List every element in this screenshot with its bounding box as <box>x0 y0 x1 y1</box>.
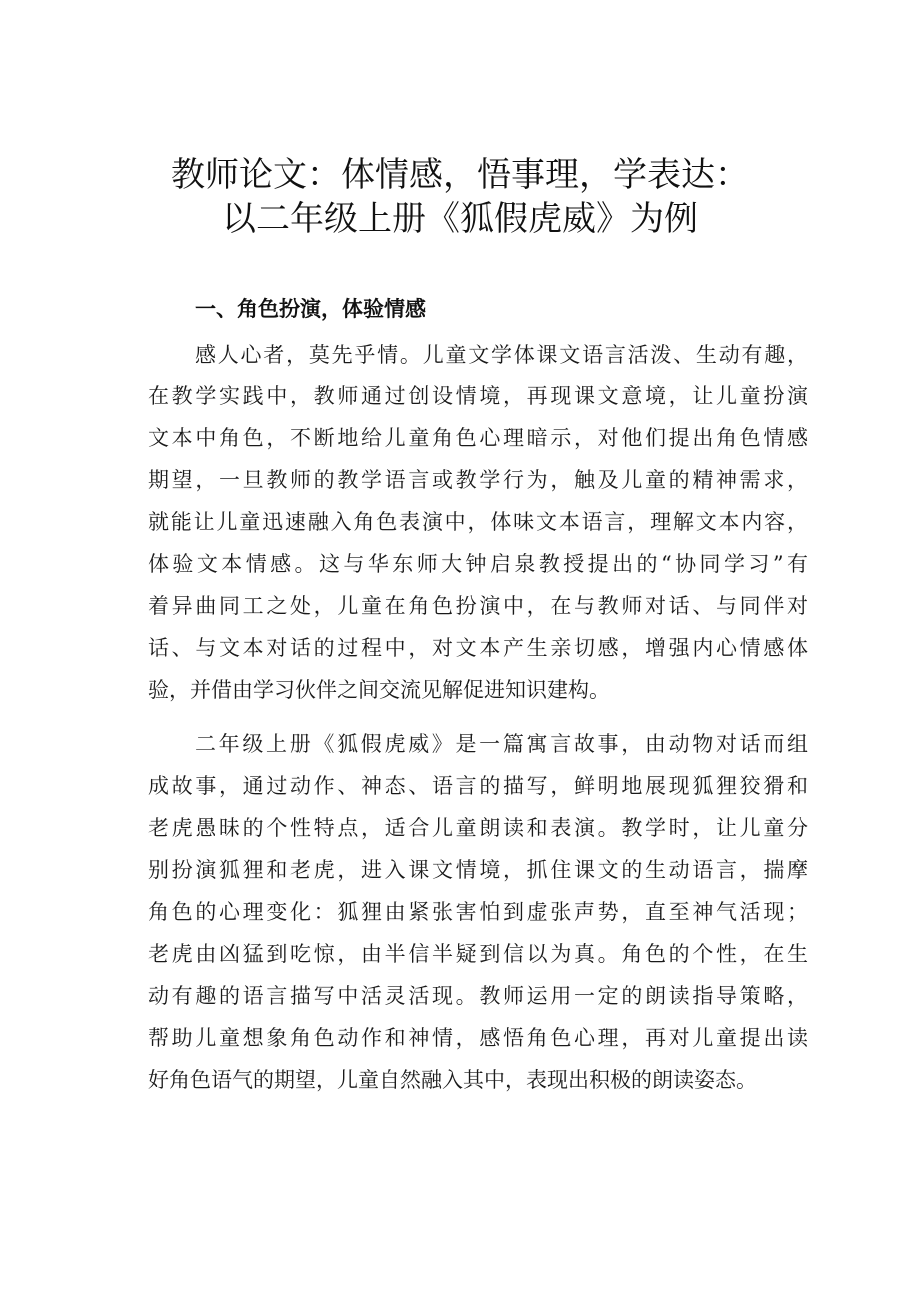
paragraph-1-line: 在教学实践中，教师通过创设情境，再现课文意境，让儿童扮演 <box>148 384 808 408</box>
paragraph-1-line: 期望，一旦教师的教学语言或教学行为，触及儿童的精神需求， <box>148 468 808 492</box>
paragraph-2-line: 二年级上册《狐假虎威》是一篇寓言故事，由动物对话而组 <box>195 732 808 756</box>
paragraph-1-line: 验，并借由学习伙伴之间交流见解促进知识建构。 <box>148 678 610 702</box>
paragraph-1-line: 感人心者，莫先乎情。儿童文学体课文语言活泼、生动有趣， <box>195 343 808 367</box>
paragraph-1-line: 话、与文本对话的过程中，对文本产生亲切感，增强内心情感体 <box>148 636 808 660</box>
paragraph-1-line: 文本中角色，不断地给儿童角色心理暗示，对他们提出角色情感 <box>148 426 808 450</box>
title-line-1: 教师论文：体情感，悟事理，学表达： <box>171 155 749 195</box>
title-line-2: 以二年级上册《狐假虎威》为例 <box>222 199 698 239</box>
paragraph-2-line: 角色的心理变化：狐狸由紧张害怕到虚张声势，直至神气活现； <box>148 900 808 924</box>
paragraph-2-line: 动有趣的语言描写中活灵活现。教师运用一定的朗读指导策略， <box>148 984 808 1008</box>
paragraph-1-line: 着异曲同工之处，儿童在角色扮演中，在与教师对话、与同伴对 <box>148 594 808 618</box>
paragraph-2-line: 成故事，通过动作、神态、语言的描写，鲜明地展现狐狸狡猾和 <box>148 774 808 798</box>
paragraph-2-line: 老虎由凶猛到吃惊，由半信半疑到信以为真。角色的个性，在生 <box>148 942 808 966</box>
paragraph-1-line: 就能让儿童迅速融入角色表演中，体味文本语言，理解文本内容， <box>148 510 808 534</box>
paragraph-2-line: 好角色语气的期望，儿童自然融入其中，表现出积极的朗读姿态。 <box>148 1068 757 1092</box>
section-heading: 一、角色扮演，体验情感 <box>195 297 426 321</box>
paragraph-2-line: 老虎愚昧的个性特点，适合儿童朗读和表演。教学时，让儿童分 <box>148 816 808 840</box>
paragraph-1-line: 体验文本情感。这与华东师大钟启泉教授提出的“协同学习”有 <box>148 552 808 576</box>
paragraph-2-line: 帮助儿童想象角色动作和神情，感悟角色心理，再对儿童提出读 <box>148 1026 808 1050</box>
paragraph-2-line: 别扮演狐狸和老虎，进入课文情境，抓住课文的生动语言，揣摩 <box>148 858 808 882</box>
